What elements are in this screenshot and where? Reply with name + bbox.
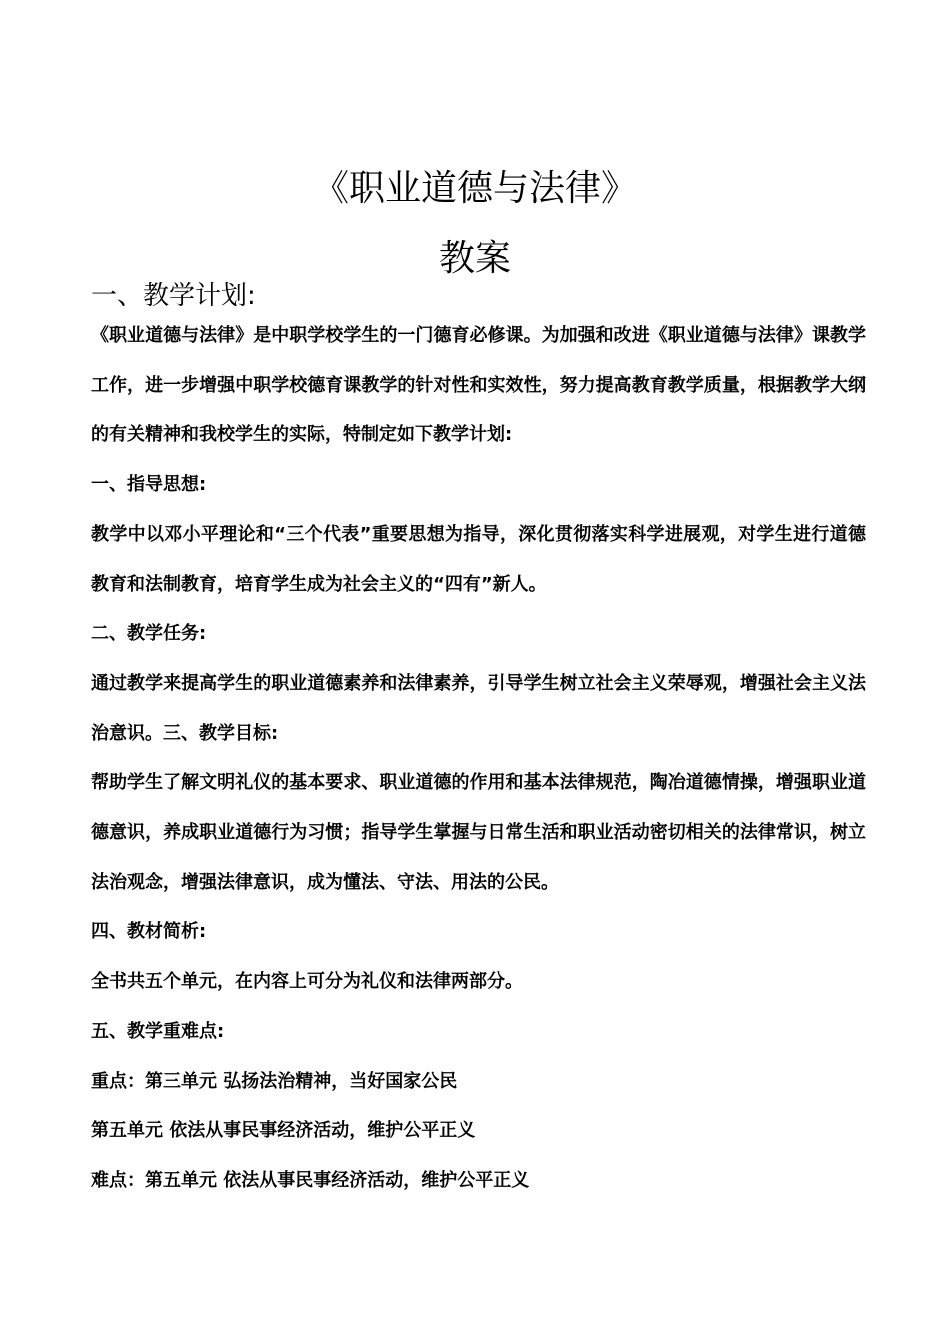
document-subtitle: 教案 [438, 238, 511, 279]
intro-paragraph: 《职业道德与法律》是中职学校学生的一门德育必修课。为加强和改进《职业道德与法律》课教学工作，进一步增强中职学校德育课教学的针对性和实效性，努力提高教育教学质量，根据教学大纲的有关精神和我校学生的实际，特制定如下教学计划: [91, 325, 866, 446]
key-points-line: 重点：第三单元 弘扬法治精神，当好国家公民 [91, 1070, 458, 1092]
heading-guiding-ideology: 一、指导思想: [91, 474, 207, 496]
heading-teaching-tasks: 二、教学任务: [91, 623, 207, 645]
teaching-goals-paragraph: 帮助学生了解文明礼仪的基本要求、职业道德的作用和基本法律规范，陶冶道德情操，增强职业道德意识，养成职业道德行为习惯；指导学生掌握与日常生活和职业活动密切相关的法律常识，树立法治观念，增强法律意识，成为懂法、守法、用法的公民。 [91, 772, 866, 893]
document-body [91, 311, 866, 1206]
key-points-line-2: 第五单元 依法从事民事经济活动，维护公平正义 [91, 1120, 476, 1142]
difficult-points-line: 难点：第五单元 依法从事民事经济活动，维护公平正义 [91, 1169, 530, 1191]
heading-textbook-analysis: 四、教材简析: [91, 921, 207, 943]
heading-key-difficult-points: 五、教学重难点: [91, 1020, 225, 1042]
textbook-analysis-paragraph: 全书共五个单元，在内容上可分为礼仪和法律两部分。 [91, 971, 523, 993]
section-heading-teaching-plan: 一、教学计划: [91, 281, 256, 311]
guiding-ideology-paragraph: 教学中以邓小平理论和“三个代表”重要思想为指导，深化贯彻落实科学进展观，对学生进行道德教育和法制教育，培育学生成为社会主义的“四有”新人。 [91, 523, 866, 595]
document-title: 《职业道德与法律》 [312, 168, 637, 209]
teaching-tasks-paragraph: 通过教学来提高学生的职业道德素养和法律素养，引导学生树立社会主义荣辱观，增强社会主义法治意识。三、教学目标: [91, 672, 866, 744]
